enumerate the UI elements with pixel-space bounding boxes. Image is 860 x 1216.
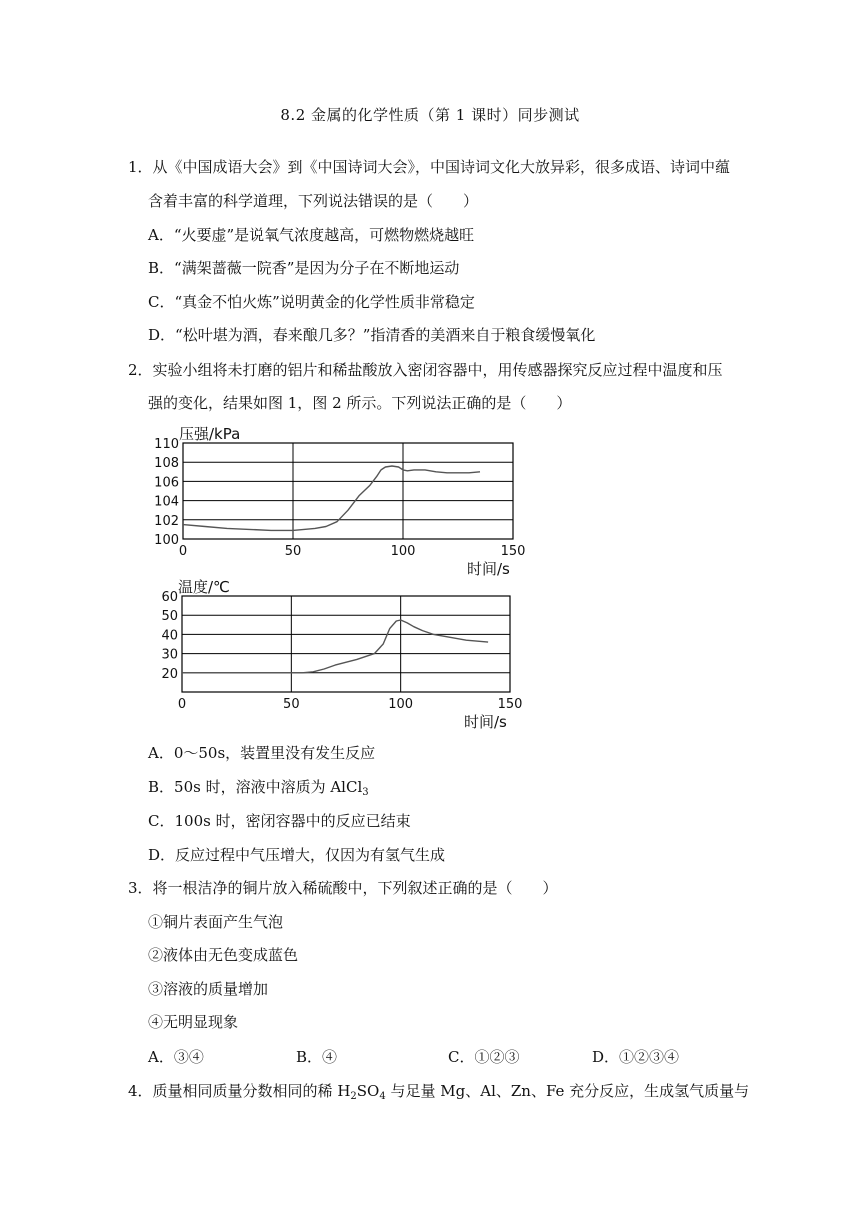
y-tick-label: 100 [154, 533, 179, 548]
q2-stem-line2: 强的变化，结果如图 1，图 2 所示。下列说法正确的是（ ） [148, 394, 572, 412]
q1-stem-line1: 1．从《中国成语大会》到《中国诗词大会》，中国诗词文化大放异彩，很多成语、诗词中蕴 [128, 158, 731, 176]
q4-subscript-1: 2 [350, 1091, 357, 1102]
q3-options [148, 1046, 748, 1066]
temperature-chart [140, 576, 540, 736]
x-tick-label: 100 [388, 697, 414, 712]
y-axis-label: 温度/℃ [178, 578, 230, 596]
plot-frame [183, 443, 513, 539]
y-tick-label: 102 [154, 513, 179, 529]
q3-statement-4: ④无明显现象 [148, 1013, 239, 1031]
q3-statement-1: ①铜片表面产生气泡 [148, 913, 284, 931]
x-tick-label: 50 [284, 544, 302, 559]
y-tick-label: 50 [161, 609, 178, 625]
y-tick-label: 60 [161, 590, 178, 605]
q2-stem-line1: 2．实验小组将未打磨的铝片和稀盐酸放入密闭容器中，用传感器探究反应过程中温度和压 [128, 361, 723, 379]
x-tick-label: 0 [177, 697, 187, 712]
q4-stem-part1: 4．质量相同质量分数相同的稀 H [128, 1082, 351, 1100]
q1-option-d: D．“松叶堪为酒，春来酿几多？”指清香的美酒来自于粮食缓慢氧化 [148, 326, 596, 344]
q1-option-a: A．“火要虚”是说氧气浓度越高，可燃物燃烧越旺 [148, 226, 475, 244]
q1-stem-line2: 含着丰富的科学道理，下列说法错误的是（ ） [148, 192, 479, 210]
document-title: 8.2 金属的化学性质（第 1 课时）同步测试 [280, 106, 580, 124]
x-tick-label: 0 [178, 544, 188, 559]
y-axis-label: 压强/kPa [179, 425, 241, 443]
q2-option-b-text: B．50s 时，溶液中溶质为 AlCl [148, 778, 363, 796]
y-tick-label: 40 [161, 628, 178, 644]
q2-option-b-subscript: 3 [362, 787, 369, 798]
x-axis-label: 时间/s [467, 560, 510, 578]
y-tick-label: 106 [154, 475, 179, 491]
q1-option-b: B．“满架蔷薇一院香”是因为分子在不断地运动 [148, 259, 460, 277]
pressure-chart [140, 420, 540, 580]
x-tick-label: 150 [500, 544, 526, 559]
q3-option-c: C．①②③ [448, 1048, 520, 1066]
y-tick-label: 108 [154, 456, 179, 472]
q3-option-a: A．③④ [148, 1048, 204, 1066]
q4-stem-part2: SO [356, 1082, 380, 1100]
q3-option-d: D．①②③④ [592, 1048, 680, 1066]
q3-stem: 3．将一根洁净的铜片放入稀硫酸中，下列叙述正确的是（ ） [128, 879, 558, 897]
x-axis-label: 时间/s [464, 713, 507, 731]
q2-option-d: D．反应过程中气压增大，仅因为有氢气生成 [148, 846, 446, 864]
y-tick-label: 110 [154, 437, 179, 452]
q1-option-c: C．“真金不怕火炼”说明黄金的化学性质非常稳定 [148, 293, 475, 311]
x-tick-label: 150 [497, 697, 523, 712]
x-tick-label: 100 [390, 544, 416, 559]
y-tick-label: 104 [154, 494, 179, 510]
q4-stem [128, 1081, 749, 1107]
series-line [182, 620, 488, 673]
q3-option-b: B．④ [296, 1048, 338, 1066]
q3-statement-3: ③溶液的质量增加 [148, 980, 269, 998]
q2-option-c: C．100s 时，密闭容器中的反应已结束 [148, 812, 411, 830]
q4-stem-part3: 与足量 Mg、Al、Zn、Fe 充分反应，生成氢气质量与 [385, 1082, 750, 1100]
q2-option-a: A．0～50s，装置里没有发生反应 [148, 744, 376, 762]
q2-option-b [148, 777, 369, 803]
q3-statement-2: ②液体由无色变成蓝色 [148, 946, 299, 964]
q4-subscript-2: 4 [379, 1091, 386, 1102]
plot-frame [182, 596, 510, 692]
x-tick-label: 50 [283, 697, 300, 712]
y-tick-label: 30 [161, 647, 178, 663]
y-tick-label: 20 [161, 666, 178, 682]
series-line [183, 466, 480, 530]
